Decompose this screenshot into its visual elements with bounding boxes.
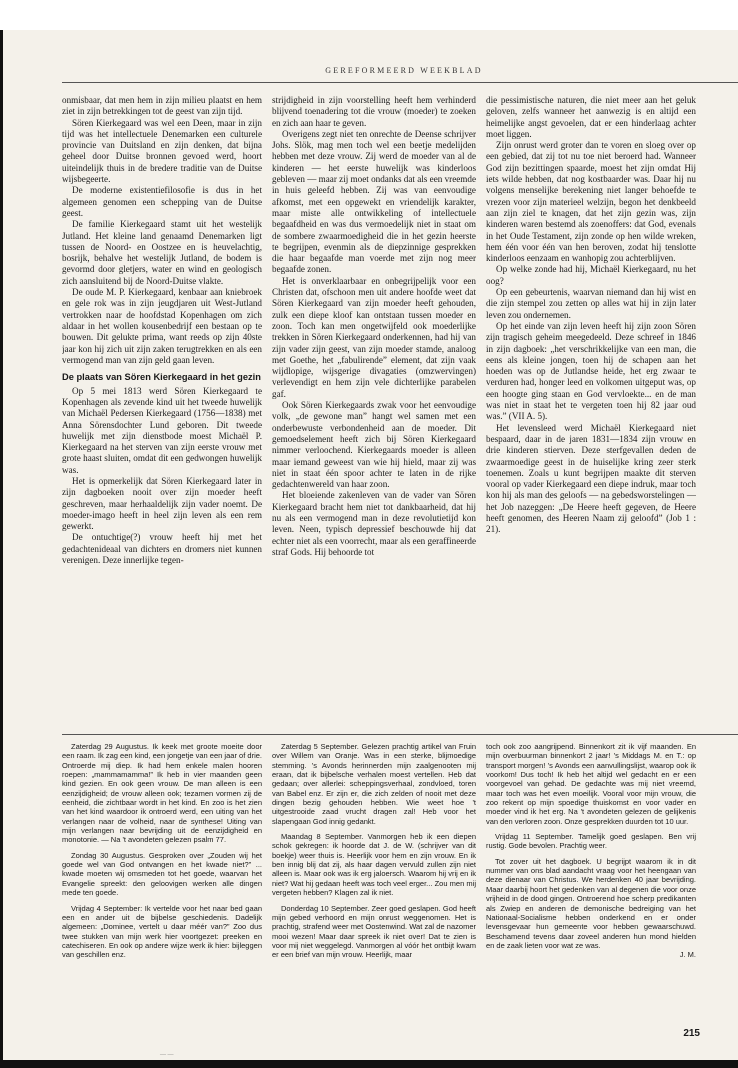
diary-entry: Zondag 30 Augustus. Gesproken over „Zouden wij het goede wel van God ontvangen en het kwade niet?” ... kwade moeten wij omsmeden tot het goede, waarvan het Evangelie spreekt: den geloovigen werken alle dingen mede ten goede.	[62, 850, 262, 898]
paragraph: Op het einde van zijn leven heeft hij zijn zoon Sören zijn tragisch geheim meegedeeld. Deze schreef in 1846 in zijn dagboek: „het verschrikkelijke van een man, die eens als kleine jongen, toen hij de schapen aan het hoeden was op de Jutlandse heide, het erg zwaar te verduren had, honger leed en volkomen uitgeput was, op een hoogte ging staan en God vervloekte... en de man was niet in staat het te vergeten toen hij 82 jaar oud was.” (VII A. 5).	[486, 320, 696, 422]
paragraph: die pessimistische naturen, die niet meer aan het geluk geloven, zelfs wanneer het aanwezig is en altijd een heimelijke angst gevoelen, dat er een hinderlaag achter moet liggen.	[486, 95, 696, 139]
header-rule	[62, 82, 738, 83]
diary-entry: toch ook zoo aangrijpend. Binnenkort zit ik vijf maanden. En mijn overbuurman binnenkort 2 jaar! 's Middags M. en T.: op transport morgen! 's Avonds een aanvullingslijst, waarop ook ik voorkom! Dus toch! Ik heb het altijd wel gedacht en er een voorgevoel van gehad. De gedachte was mij niet vreemd, maar toch was het even moeilijk. Vooral voor mijn vrouw, die zoo rekent op mijn spoedige thuiskomst en voor vader en moeder vind ik het erg. Na 't avondeten gelezen de gelijkenis van den verloren zoon. Onze gesprekken duurden tot 10 uur.	[486, 742, 696, 826]
paragraph: Overigens zegt niet ten onrechte de Deense schrijver Johs. Slök, mag men toch wel een beetje medelijden hebben met deze vrouw. Zij werd de moeder van al de kinderen — het eerste huwelijk was kinderloos gebleven — maar zij moet ondanks dat als een vreemde in huis geleefd hebben. Zij was van eenvoudige afkomst, met een opgewekt en vriendelijk karakter, maar miste alle ontwikkeling of intellectuele begaafdheid en was dus vermoedelijk niet in staat om de sombere zwaarmoedigheid die in het gezin heerste te begrijpen, evenmin als de diepzinnige gesprekken die haar begaafde man voerde met zijn nog meer begaafde zonen.	[272, 128, 476, 275]
paragraph: strijdigheid in zijn voorstelling heeft hem verhinderd blijvend toenadering tot die vrouw (moeder) te zoeken en zich aan haar te geven.	[272, 95, 476, 128]
diary-entry: Vrijdag 4 September: Ik vertelde voor het naar bed gaan een en ander uit de bijbelse geschiedenis. Dadelijk algemeen: „Dominee, vertelt u daar méér van?” Zoo dus twee stukken van mijn werk hier voortgezet: preeken en catechiseren. En ook op andere wijze werk ik hier: bijleggen van geschillen enz.	[62, 903, 262, 960]
paragraph: onmisbaar, dat men hem in zijn milieu plaatst en hem ziet in zijn betrekkingen tot de geest van zijn tijd.	[62, 95, 262, 117]
paragraph: De moderne existentiefilosofie is dus in het algemeen genomen een schepping van de Duitse geest.	[62, 185, 262, 218]
article-column-1	[62, 95, 262, 715]
scan-bottom-edge	[0, 1060, 738, 1068]
scan-left-edge	[0, 30, 3, 1060]
diary-entry: Vrijdag 11 September. Tamelijk goed geslapen. Ben vrij rustig. Gode bevolen. Prachtig weer.	[486, 832, 696, 851]
section-divider	[62, 734, 738, 735]
paragraph: Het levensleed werd Michaël Kierkegaard niet bespaard, daar in de jaren 1831—1834 zijn vrouw en drie kinderen stierven. Deze sterfgevallen deden de zwaarmoedige geest in de huiselijke kring zeer sterk toenemen. Zoals u kunt begrijpen maakte dit sterven vooral op vader Kierkegaard een diepe indruk, maar toch kon hij als man des geloofs — na gebedsworstelingen — het Job nazeggen: „De Heere heeft gegeven, de Heere heeft genomen, des Heeren Naam zij geloofd” (Job 1 : 21).	[486, 422, 696, 535]
paragraph: Op welke zonde had hij, Michaël Kierkegaard, nu het oog?	[486, 264, 696, 286]
paragraph: De familie Kierkegaard stamt uit het westelijk Jutland. Het kleine land genaamd Denemarken ligt tussen de Noord- en Oostzee en is heuvelachtig, bosrijk, behalve het westelijk Jutland, de bodem is gevormd door gletjers, water en wind en geologisch zich aansluitend bij de Noord-Duitse vlakte.	[62, 219, 262, 286]
paragraph: Sören Kierkegaard was wel een Deen, maar in zijn tijd was het intellectuele Denemarken een culturele provincie van Duitsland en zijn denken, dat bijna geheel door Duitse bronnen gevoed werd, hoort uiteindelijk thuis in de bredere traditie van de Duitse wijsbegeerte.	[62, 117, 262, 185]
page-number: 215	[683, 1028, 700, 1039]
paragraph: De oude M. P. Kierkegaard, kenbaar aan kniebroek en gele rok was in zijn jeugdjaren uit West-Jutland vertrokken naar de hoofdstad Kopenhagen om zich aldaar in het wollen kousenbedrijf een bestaan op te bouwen. Dit gelukte prima, want reeds op zijn 40ste jaar kon hij zich uit zijn zaken terugtrekken en als een vermogend man van zijn geld gaan leven.	[62, 287, 262, 365]
scan-top-margin	[0, 0, 738, 30]
article-column-3	[486, 95, 696, 715]
paragraph: Het is onverklaarbaar en onbegrijpelijk voor een Christen dat, ofschoon men uit andere hoofde weet dat Sören Kierkegaard van zijn moeder heeft gehouden, zulk een diepe kloof kan ontstaan tussen moeder en zoon. Toch kan men ongetwijfeld ook moederlijke trekken in Sören Kierkegaard onderkennen, had hij van zijn vader zijn geest, van zijn moeder stamde, analoog met Goethe, het „fabulirende” element, dat zijn vaak wijdlopige, wijsgerige divagaties (omzwervingen) verlevendigt en hem zijn vele dichterlijke parabelen gaf.	[272, 275, 476, 399]
section-heading: De plaats van Sören Kierkegaard in het gezin	[62, 372, 261, 383]
diary-entry: Maandag 8 September. Vanmorgen heb ik een diepen schok gekregen: ik hoorde dat J. de W. (schrijver van dit boekje) weer thuis is. Heerlijk voor hem en zijn vrouw. En ik ben innig blij dat zij, als haar dagen vervuld zullen zijn niet alleen is. Maar ook was ik erg jaloersch. Waarom hij vrij en ik niet? Wat hij gedaan heeft was toch veel erger... Zou men mij vergeten hebben? Klagen zal ik niet.	[272, 832, 476, 898]
paragraph: Op een gebeurtenis, waarvan niemand dan hij wist en die zijn stempel zou zetten op alles wat hij in zijn later leven zou ondernemen.	[486, 287, 696, 320]
diary-column-2	[272, 742, 476, 1032]
paragraph: De ontuchtige(?) vrouw heeft hij met het gedachtenideaal van dichters en dromers niet kunnen verenigen. Deze innerlijke tegen-	[62, 532, 262, 566]
paragraph: Ook Sören Kierkegaards zwak voor het eenvoudige volk, „de gewone man” hangt wel samen met een onderbewuste verbondenheid aan de moeder. Dit gemoedselement heeft zich bij Sören Kierkegaard nimmer verloochend. Kierkegaards moeder is alleen maar iemand geweest van wie hij hield, maar zij was niet in staat één spoor achter te laten in de rijke gedachtenwereld van haar zoon.	[272, 400, 476, 490]
diary-column-3	[486, 742, 696, 1032]
diary-entry: Donderdag 10 September. Zeer goed geslapen. God heeft mijn gebed verhoord en mijn onrust weggenomen. Het is prachtig, strafend weer met Oostenwind. Wat zal de nazomer mooi wezen! Maar daar spreek ik niet over! Dat te zien is voor mij niet weggelegd. Vanmorgen al vóór het ontbijt kwam er een brief van mijn vrouw. Heerlijk, maar	[272, 903, 476, 960]
paragraph: Op 5 mei 1813 werd Sören Kierkegaard te Kopenhagen als zevende kind uit het tweede huwelijk van Michaël Pedersen Kierkegaard (1756—1838) met Anna Sörensdochter Lund geboren. Dit tweede huwelijk met zijn dienstbode moest Michaël P. Kierkegaard na het sterven van zijn eerste vrouw met grote haast sluiten, omdat dit een gedwongen huwelijk was.	[62, 385, 262, 475]
footer-mark: — —	[160, 1052, 174, 1058]
paragraph: Zijn onrust werd groter dan te voren en sloeg over op een gebied, dat zij tot nu toe niet beroerd had. Wanneer God zijn bezittingen spaarde, moest het zijn omdat Hij iets wilde hebben, dat nog kostbaarder was. Daar hij nu volgens menselijke berekening niet langer behoefde te vrezen voor zijn materieel welzijn, begon het denkbeeld aan zijn ziel te knagen, dat het zijn gezin was, zijn kinderen waren bestemd als zoenoffers: dat God, evenals in het Oude Testament, zijn zonde op hen wilde wreken, hem één voor één van hen beroven, zodat hij tenslotte kinderloos eenzaam en wanhopig zou achterblijven.	[486, 140, 696, 264]
paragraph: Het bloeiende zakenleven van de vader van Sören Kierkegaard bracht hem niet tot dankbaarheid, dat hij nu als een vermogend man in deze revolutietijd kon leven. Neen, typisch depressief beschouwde hij dat echter niet als een voorrecht, maar als een geraffineerde straf Gods. Hij behoorde tot	[272, 490, 476, 557]
diary-entry: Zaterdag 5 September. Gelezen prachtig artikel van Fruin over Willem van Oranje. Was in een sterke, blijmoedige stemming. 's Avonds herinnerden mijn zaalgenooten mij eraan, dat ik bijbelsche verhalen moest vertellen. Heb dat gedaan; over allerlei: scheppingsverhaal, zondvloed, toren van Babel enz. Er zijn er, die zich zelden of nooit met deze dingen bezig gehouden hebben. Wie weet hoe 't uitgestrooide zaad vrucht dragen zal! Heb voor het slapengaan God innig gedankt.	[272, 742, 476, 826]
diary-column-1	[62, 742, 262, 1032]
signature: J. M.	[679, 950, 696, 960]
article-column-2	[272, 95, 476, 715]
running-header: GEREFORMEERD WEEKBLAD	[325, 66, 483, 75]
diary-entry: Zaterdag 29 Augustus. Ik keek met groote moeite door een raam. Ik zag een kind, een jongetje van een jaar of drie. Ontroerde mij diep. Ik had hem enkele malen hooren roepen: „mammamamma!” Ik heb in vier maanden geen kind gezien. En ook geen vrouw. De man alleen is een eenzijdigheid; de vrouw alleen ook; tezamen vormen zij de eenheid, die zichtbaar wordt in het kind. En zoo is het zien van het kind waardoor ik ontroerd werd, een uiting van het verlangen naar de volheid, naar de synthese! Uiting van mijn verlangen naar bevrijding uit de eenzijdigheid en monotonie. — Na 't avondeten gelezen psalm 77.	[62, 742, 262, 845]
paragraph: Het is opmerkelijk dat Sören Kierkegaard later in zijn dagboeken nooit over zijn moeder heeft geschreven, maar herhaaldelijk zijn vader noemt. De moeder-imago heeft in heel zijn leven als een rem gewerkt.	[62, 476, 262, 532]
diary-entry: Tot zover uit het dagboek. U begrijpt waarom ik in dit nummer van ons blad aandacht vraag voor het heengaan van deze dienaar van Christus. We herdenken 40 jaar bevrijding. Maar daarbij hoort het gedenken van al degenen die voor onze vrijheid in de dood gingen. Ontroerend hoe scherp predikanten als Zwiep en anderen de demonische bedreiging van het Nationaal-Socialisme hebben onderkend en er onder levensgevaar hun gemeente voor hebben gewaarschuwd. Beschamend tevens daar zoveel anderen hun mond hielden en de zaak lieten voor wat ze was.	[486, 856, 696, 950]
